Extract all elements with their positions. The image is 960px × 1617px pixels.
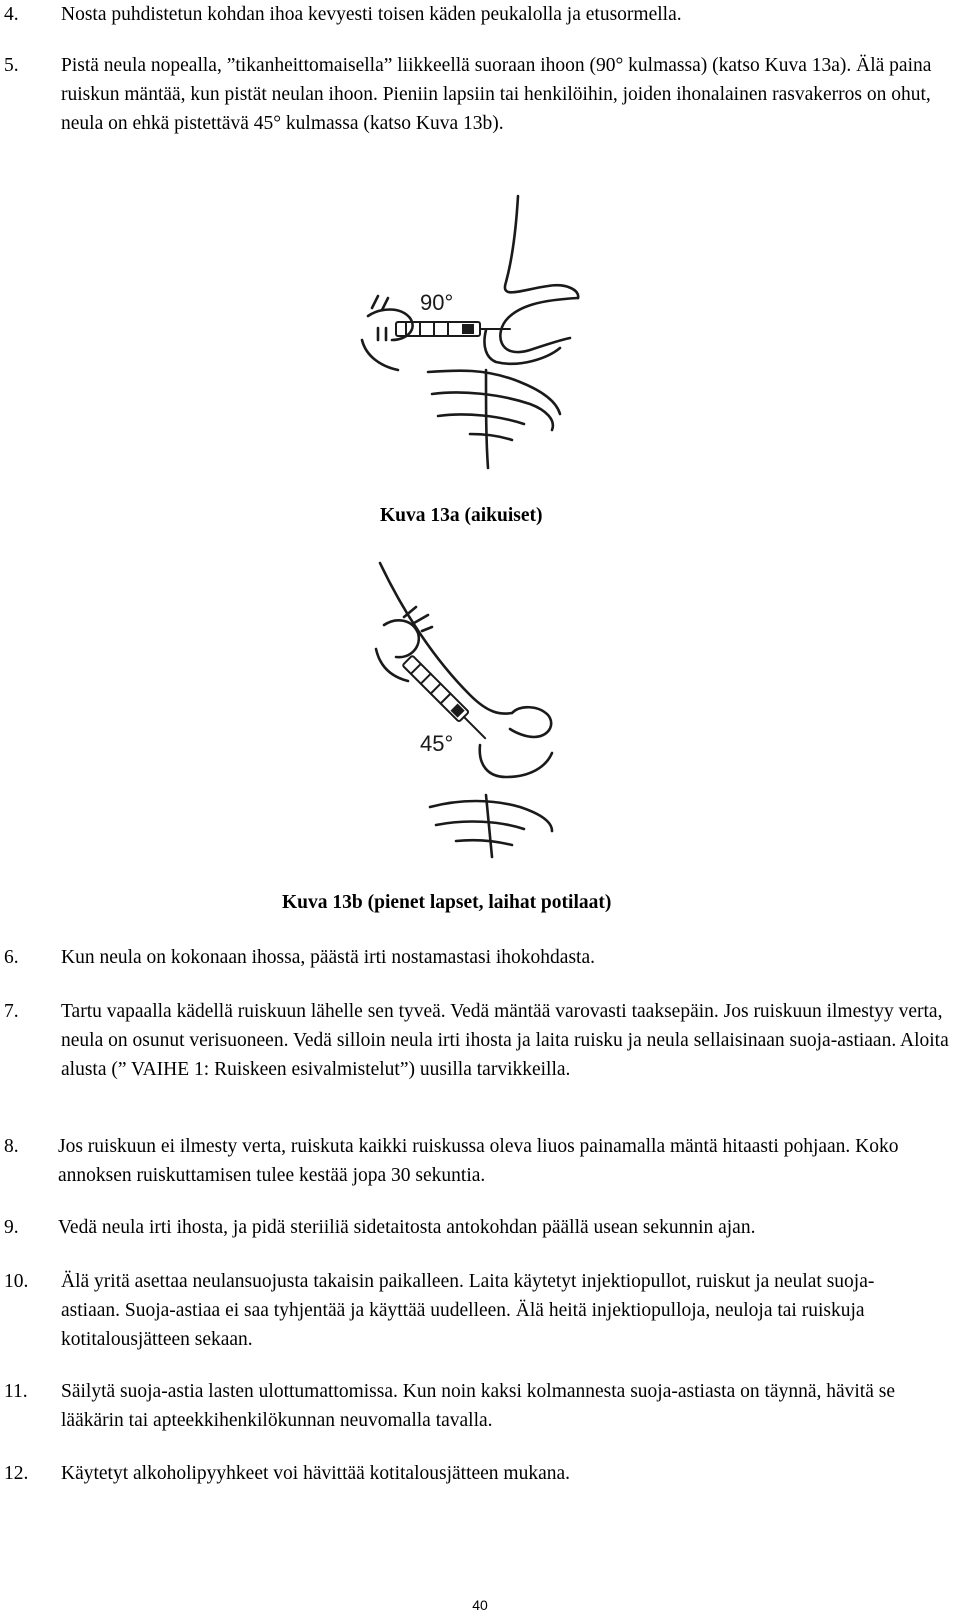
angle-label-45: 45° [420, 731, 454, 756]
figure-caption: Kuva 13a (aikuiset) [380, 505, 543, 526]
page-number: 40 [472, 1597, 488, 1613]
step-text: Nosta puhdistetun kohdan ihoa kevyesti toisen käden peukalolla ja etusormella. [61, 4, 682, 25]
step-text: Vedä neula irti ihosta, ja pidä steriiliä sidetaitosta antokohdan päällä usean sekunnin ajan. [58, 1217, 756, 1238]
injection-45-degree-illustration [0, 555, 960, 865]
step-number: 8. [4, 1136, 19, 1157]
step-text: Käytetyt alkoholipyyhkeet voi hävittää kotitalousjätteen mukana. [61, 1463, 571, 1484]
step-text: Jos ruiskuun ei ilmesty verta, ruiskuta kaikki ruiskussa oleva liuos painamalla mäntä hitaasti pohjaan. Koko annoksen ruiskuttamisen tulee kestää jopa 30 sekuntia. [58, 1136, 899, 1186]
step-number: 9. [4, 1217, 19, 1238]
step-number: 11. [4, 1381, 28, 1402]
step-text: Pistä neula nopealla, ”tikanheittomaisella” liikkeellä suoraan ihoon (90° kulmassa) (katso Kuva 13a). Älä paina ruiskun mäntää, kun pistät neulan ihoon. Pieniin lapsiin tai henkilöihin, joiden ihonalainen rasvakerros on ohut, neula on ehkä pistettävä 45° kulmassa (katso Kuva 13b). [61, 55, 932, 134]
step-number: 5. [4, 55, 19, 76]
step-text: Tartu vapaalla kädellä ruiskuun lähelle sen tyveä. Vedä mäntää varovasti taaksepäin. Jos ruiskuun ilmestyy verta, neula on osunut verisuoneen. Vedä silloin neula irti ihosta ja laita ruisku ja neula sellaisinaan suoja-astiaan. Aloita alusta (” VAIHE 1: Ruiskeen esivalmistelut”) uusilla tarvikkeilla. [61, 1001, 949, 1080]
step-number: 6. [4, 947, 19, 968]
injection-90-degree-illustration [0, 190, 960, 490]
step-number: 12. [4, 1463, 29, 1484]
step-text: Säilytä suoja-astia lasten ulottumattomissa. Kun noin kaksi kolmannesta suoja-astiasta on täynnä, hävitä se lääkärin tai apteekkihenkilökunnan neuvomalla tavalla. [61, 1381, 895, 1431]
figure-caption: Kuva 13b (pienet lapset, laihat potilaat) [282, 892, 612, 913]
figure-13b [0, 555, 960, 915]
step-number: 7. [4, 1001, 19, 1022]
step-text: Älä yritä asettaa neulansuojusta takaisin paikalleen. Laita käytetyt injektiopullot, ruiskut ja neulat suoja-astiaan. Suoja-astiaa ei saa tyhjentää ja käyttää uudelleen. Älä heitä injektiopulloja, neuloja tai ruiskuja kotitalousjätteen sekaan. [61, 1271, 875, 1350]
step-text: Kun neula on kokonaan ihossa, päästä irti nostamastasi ihokohdasta. [61, 947, 595, 968]
figure-13a [0, 190, 960, 530]
angle-label-90: 90° [420, 290, 454, 315]
step-number: 10. [4, 1271, 29, 1292]
step-number: 4. [4, 4, 19, 25]
